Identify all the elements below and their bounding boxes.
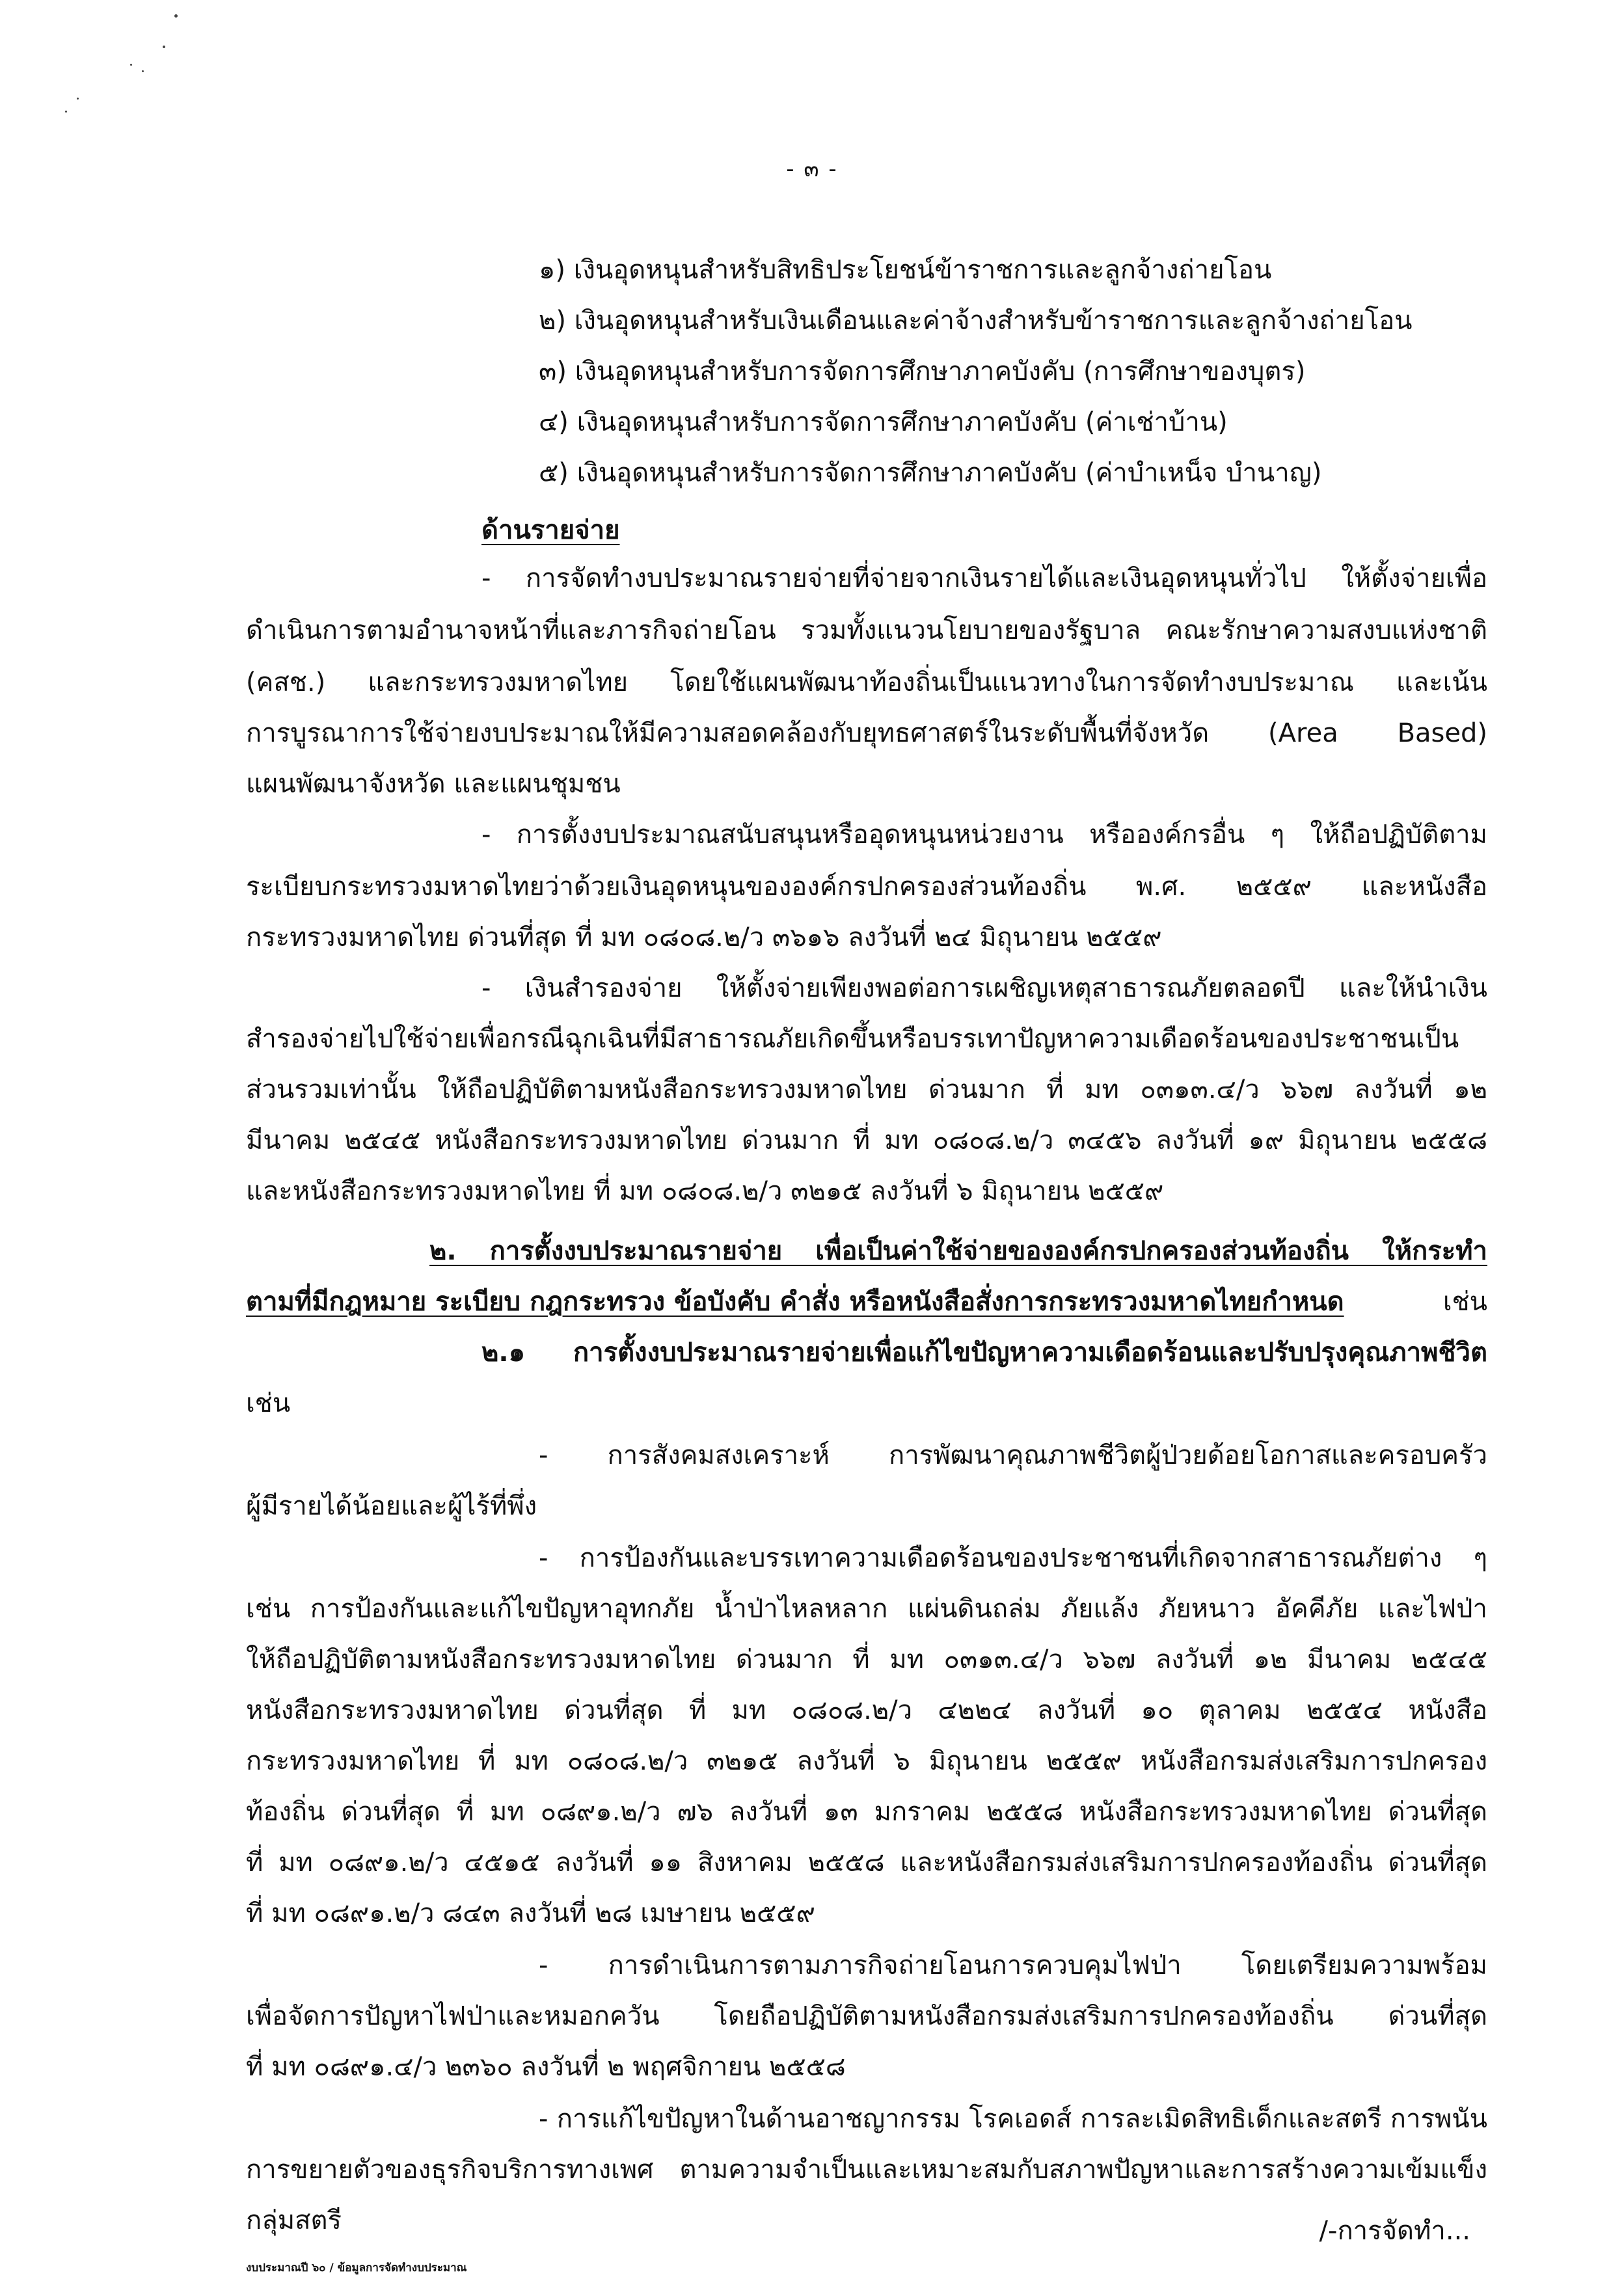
paragraph-line: - การป้องกันและบรรเทาความเดือดร้อนของประชาชนที่เกิดจากสาธารณภัยต่าง ๆ <box>539 1543 1487 1573</box>
section-2-heading: ๒. การตั้งงบประมาณรายจ่าย เพื่อเป็นค่าใช้จ่ายขององค์กรปกครองส่วนท้องถิ่น ให้กระทำ <box>429 1236 1487 1266</box>
paragraph-line: ให้ถือปฏิบัติตามหนังสือกระทรวงมหาดไทย ด่วนมาก ที่ มท ๐๓๑๓.๔/ว ๖๖๗ ลงวันที่ ๑๒ มีนาคม ๒๕๔๕ <box>246 1645 1487 1675</box>
paragraph-line: ส่วนรวมเท่านั้น ให้ถือปฏิบัติตามหนังสือกระทรวงมหาดไทย ด่วนมาก ที่ มท ๐๓๑๓.๔/ว ๖๖๗ ลงวันที่ ๑๒ <box>246 1075 1487 1105</box>
paragraph-line: สำรองจ่ายไปใช้จ่ายเพื่อกรณีฉุกเฉินที่มีสาธารณภัยเกิดขึ้นหรือบรรเทาปัญหาความเดือดร้อนของประชาชนเป็น <box>246 1024 1459 1054</box>
section-2-heading-tail: เช่น <box>1442 1287 1487 1317</box>
subsidy-item: ๓) เงินอุดหนุนสำหรับการจัดการศึกษาภาคบังคับ (การศึกษาของบุตร) <box>539 357 1306 386</box>
scan-speck <box>77 98 79 100</box>
paragraph-line: กระทรวงมหาดไทย ด่วนที่สุด ที่ มท ๐๘๐๘.๒/ว ๓๖๑๖ ลงวันที่ ๒๔ มิถุนายน ๒๕๕๙ <box>246 923 1162 952</box>
scan-speck <box>142 70 144 72</box>
section-2-1-heading: ๒.๑ การตั้งงบประมาณรายจ่ายเพื่อแก้ไขปัญหาความเดือดร้อนและปรับปรุงคุณภาพชีวิต <box>481 1338 1487 1368</box>
paragraph-line: แผนพัฒนาจังหวัด และแผนชุมชน <box>246 769 621 799</box>
scan-speck <box>130 64 132 66</box>
paragraph-line: กลุ่มสตรี <box>246 2206 342 2235</box>
paragraph-line: การขยายตัวของธุรกิจบริการทางเพศ ตามความจำเป็นและเหมาะสมกับสภาพปัญหาและการสร้างความเข้มแข็ง <box>246 2155 1487 2185</box>
subsidy-item: ๑) เงินอุดหนุนสำหรับสิทธิประโยชน์ข้าราชการและลูกจ้างถ่ายโอน <box>539 255 1272 285</box>
paragraph-line: - การดำเนินการตามภารกิจถ่ายโอนการควบคุมไฟป่า โดยเตรียมความพร้อม <box>539 1950 1487 1980</box>
paragraph-line: การบูรณาการใช้จ่ายงบประมาณให้มีความสอดคล้องกับยุทธศาสตร์ในระดับพื้นที่จังหวัด (Area Based) <box>246 718 1487 748</box>
subsidy-item: ๕) เงินอุดหนุนสำหรับการจัดการศึกษาภาคบังคับ (ค่าบำเหน็จ บำนาญ) <box>539 458 1322 488</box>
paragraph-line: - การตั้งงบประมาณสนับสนุนหรืออุดหนุนหน่วยงาน หรือองค์กรอื่น ๆ ให้ถือปฏิบัติตาม <box>481 820 1487 850</box>
paragraph-line: ที่ มท ๐๘๙๑.๔/ว ๒๓๖๐ ลงวันที่ ๒ พฤศจิกายน ๒๕๕๘ <box>246 2052 846 2082</box>
scan-speck <box>163 46 165 48</box>
paragraph-line: มีนาคม ๒๕๔๕ หนังสือกระทรวงมหาดไทย ด่วนมาก ที่ มท ๐๘๐๘.๒/ว ๓๔๕๖ ลงวันที่ ๑๙ มิถุนายน ๒๕๕๘ <box>246 1126 1487 1155</box>
paragraph-line: - เงินสำรองจ่าย ให้ตั้งจ่ายเพียงพอต่อการเผชิญเหตุสาธารณภัยตลอดปี และให้นำเงิน <box>481 973 1487 1003</box>
paragraph-line: เช่น การป้องกันและแก้ไขปัญหาอุทกภัย น้ำป่าไหลหลาก แผ่นดินถล่ม ภัยแล้ง ภัยหนาว อัคคีภัย และไฟป่า <box>246 1594 1487 1624</box>
scan-speck <box>174 14 178 18</box>
paragraph-line: ที่ มท ๐๘๙๑.๒/ว ๘๔๓ ลงวันที่ ๒๘ เมษายน ๒๕๕๙ <box>246 1898 815 1928</box>
page-number: - ๓ - <box>786 156 838 182</box>
paragraph-line: เพื่อจัดการปัญหาไฟป่าและหมอกควัน โดยถือปฏิบัติตามหนังสือกรมส่งเสริมการปกครองท้องถิ่น ด่วนที่สุด <box>246 2001 1487 2031</box>
continuation-marker: /-การจัดทำ... <box>1319 2216 1470 2246</box>
paragraph-line: ท้องถิ่น ด่วนที่สุด ที่ มท ๐๘๙๑.๒/ว ๗๖ ลงวันที่ ๑๓ มกราคม ๒๕๕๘ หนังสือกระทรวงมหาดไทย ด่วนที่สุด <box>246 1797 1487 1827</box>
paragraph-line: ผู้มีรายได้น้อยและผู้ไร้ที่พึ่ง <box>246 1491 537 1521</box>
subsidy-item: ๒) เงินอุดหนุนสำหรับเงินเดือนและค่าจ้างสำหรับข้าราชการและลูกจ้างถ่ายโอน <box>539 306 1413 336</box>
paragraph-line: หนังสือกระทรวงมหาดไทย ด่วนที่สุด ที่ มท ๐๘๐๘.๒/ว ๔๒๒๔ ลงวันที่ ๑๐ ตุลาคม ๒๕๕๔ หนังสือ <box>246 1695 1487 1725</box>
scan-speck <box>65 111 67 113</box>
paragraph-line: และหนังสือกระทรวงมหาดไทย ที่ มท ๐๘๐๘.๒/ว ๓๒๑๕ ลงวันที่ ๖ มิถุนายน ๒๕๕๙ <box>246 1176 1164 1206</box>
section-2-heading-cont <box>246 1280 1487 1323</box>
paragraph-line: ดำเนินการตามอำนาจหน้าที่และภารกิจถ่ายโอน รวมทั้งแนวนโยบายของรัฐบาล คณะรักษาความสงบแห่งชาติ <box>246 615 1487 645</box>
paragraph-line: ที่ มท ๐๘๙๑.๒/ว ๔๕๑๕ ลงวันที่ ๑๑ สิงหาคม ๒๕๕๘ และหนังสือกรมส่งเสริมการปกครองท้องถิ่น ด่วนที่สุด <box>246 1848 1487 1878</box>
subsidy-item: ๔) เงินอุดหนุนสำหรับการจัดการศึกษาภาคบังคับ (ค่าเช่าบ้าน) <box>539 407 1228 437</box>
footer-note: งบประมาณปี ๖๐ / ข้อมูลการจัดทำงบประมาณ <box>246 2261 467 2274</box>
paragraph-line: เช่น <box>246 1388 291 1418</box>
paragraph-line: - การสังคมสงเคราะห์ การพัฒนาคุณภาพชีวิตผู้ป่วยด้อยโอกาสและครอบครัว <box>539 1440 1487 1470</box>
paragraph-line: - การจัดทำงบประมาณรายจ่ายที่จ่ายจากเงินรายได้และเงินอุดหนุนทั่วไป ให้ตั้งจ่ายเพื่อ <box>481 563 1487 593</box>
paragraph-line: (คสช.) และกระทรวงมหาดไทย โดยใช้แผนพัฒนาท้องถิ่นเป็นแนวทางในการจัดทำงบประมาณ และเน้น <box>246 668 1487 697</box>
expense-heading: ด้านรายจ่าย <box>481 515 620 545</box>
paragraph-line: - การแก้ไขปัญหาในด้านอาชญากรรม โรคเอดส์ การละเมิดสิทธิเด็กและสตรี การพนัน <box>539 2104 1487 2134</box>
paragraph-line: ระเบียบกระทรวงมหาดไทยว่าด้วยเงินอุดหนุนขององค์กรปกครองส่วนท้องถิ่น พ.ศ. ๒๕๕๙ และหนังสือ <box>246 872 1488 902</box>
paragraph-line: กระทรวงมหาดไทย ที่ มท ๐๘๐๘.๒/ว ๓๒๑๕ ลงวันที่ ๖ มิถุนายน ๒๕๕๙ หนังสือกรมส่งเสริมการปกครอง <box>246 1746 1487 1776</box>
section-2-heading-text: ตามที่มีกฎหมาย ระเบียบ กฎกระทรวง ข้อบังคับ คำสั่ง หรือหนังสือสั่งการกระทรวงมหาดไทยกำหนด <box>246 1287 1344 1317</box>
